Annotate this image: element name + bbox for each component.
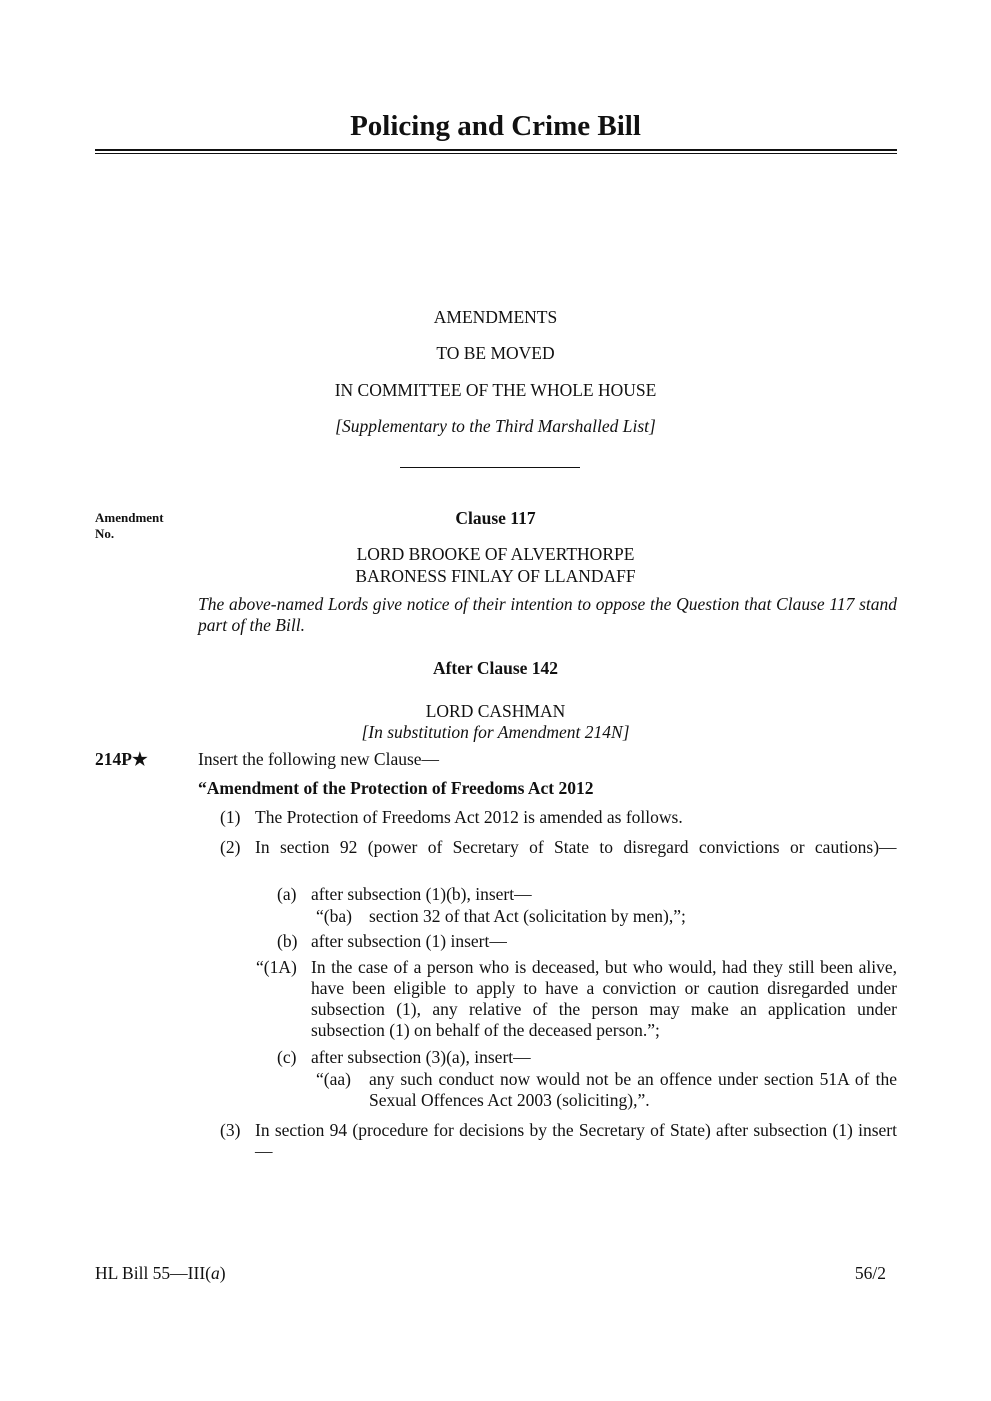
amendment-no-label: Amendment No.: [95, 510, 164, 541]
title-rule-top: [95, 149, 897, 151]
paragraph-number: (b): [277, 931, 298, 951]
paragraph-number: (a): [277, 884, 297, 904]
separator-rule: [400, 467, 580, 468]
subsection-text: In section 94 (procedure for decisions by the Secretary of State) after subsection (1) insert—: [255, 1120, 897, 1161]
subsection-text: The Protection of Freedoms Act 2012 is amended as follows.: [255, 807, 683, 827]
bill-ref-prefix: HL Bill 55—III(: [95, 1263, 211, 1283]
clause-117-notice: The above-named Lords give notice of their intention to oppose the Question that Clause 117 stand part of the Bill.: [198, 594, 897, 635]
paragraph-text: after subsection (1)(b), insert—: [311, 884, 532, 904]
amendment-number: 214P★: [95, 749, 148, 769]
sponsor-name: LORD CASHMAN: [425, 701, 566, 721]
clause-117-heading: Clause 117: [455, 508, 536, 528]
bill-ref-suffix: a: [211, 1263, 220, 1283]
after-clause-142-heading: After Clause 142: [432, 658, 559, 678]
bill-reference: [95, 1263, 226, 1284]
paragraph-text: after subsection (1) insert—: [311, 931, 507, 951]
subsection-text: In section 92 (power of Secretary of State to disregard convictions or cautions)—: [255, 837, 897, 857]
heading-note: [Supplementary to the Third Marshalled List]: [335, 416, 656, 436]
subsection-number: (1): [220, 807, 241, 827]
heading-committee: IN COMMITTEE OF THE WHOLE HOUSE: [334, 380, 657, 400]
inserted-text: any such conduct now would not be an offence under section 51A of the Sexual Offences Act 2003 (soliciting),”.: [369, 1069, 897, 1110]
sponsor-name: BARONESS FINLAY OF LLANDAFF: [355, 566, 636, 586]
document-title: Policing and Crime Bill: [350, 110, 641, 142]
inserted-number: “(aa): [316, 1069, 351, 1089]
new-clause-title: “Amendment of the Protection of Freedoms Act 2012: [198, 778, 594, 798]
paragraph-text: after subsection (3)(a), insert—: [311, 1047, 531, 1067]
heading-to-be-moved: TO BE MOVED: [436, 343, 555, 363]
subsection-number: (3): [220, 1120, 241, 1140]
heading-amendments: AMENDMENTS: [433, 307, 558, 327]
inserted-text: In the case of a person who is deceased, but who would, had they still been alive, have been eligible to apply to have a conviction or caution disregarded under subsection (1), any relative of the person may make an application under subsection (1) on behalf of the deceased person.”;: [311, 957, 897, 1040]
inserted-number: “(ba): [316, 906, 352, 926]
inserted-number: “(1A): [256, 957, 297, 977]
subsection-number: (2): [220, 837, 241, 857]
substitution-note: [In substitution for Amendment 214N]: [361, 722, 630, 742]
sponsor-name: LORD BROOKE OF ALVERTHORPE: [356, 544, 635, 564]
paragraph-number: (c): [277, 1047, 297, 1067]
inserted-text: section 32 of that Act (solicitation by men),”;: [369, 906, 686, 926]
amendment-intro: Insert the following new Clause—: [198, 749, 440, 769]
bill-ref-close: ): [219, 1263, 226, 1283]
page-number: 56/2: [854, 1263, 886, 1283]
title-rule-bottom: [95, 153, 897, 154]
